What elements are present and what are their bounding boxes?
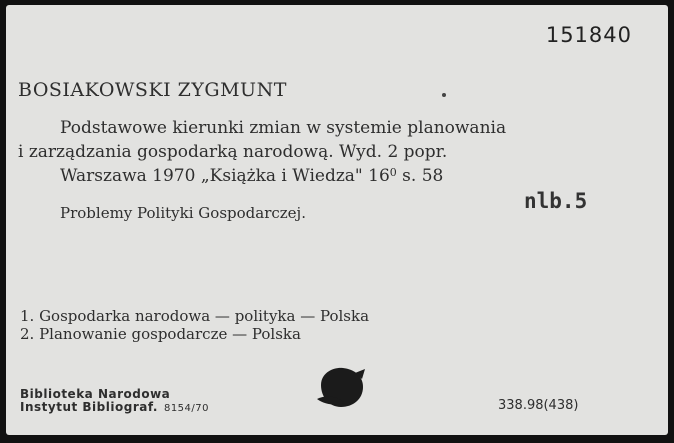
shelf-mark-stamp: nlb.5 xyxy=(524,189,588,213)
institution-department xyxy=(20,400,209,414)
institution-name: Biblioteka Narodowa xyxy=(20,387,171,401)
subject-heading-1: 1. Gospodarka narodowa — polityka — Polska xyxy=(20,307,370,325)
institution-code: 8154/70 xyxy=(163,403,209,414)
imprint-main: Warszawa 1970 „Książka i Wiedza" 16 xyxy=(60,166,390,186)
imprint-superscript: 0 xyxy=(389,166,397,179)
ink-dot xyxy=(442,93,446,97)
title-line-1: Podstawowe kierunki zmian w systemie planowania xyxy=(60,118,507,138)
catalog-card xyxy=(6,5,668,435)
series-note: Problemy Polityki Gospodarczej. xyxy=(60,204,306,222)
author-heading: BOSIAKOWSKI ZYGMUNT xyxy=(18,79,287,101)
institution-department-name: Instytut Bibliograf. xyxy=(20,400,158,414)
imprint-pages: s. 58 xyxy=(396,166,444,186)
classification-number: 338.98(438) xyxy=(498,398,579,413)
imprint-line xyxy=(60,166,443,186)
subject-heading-2: 2. Planowanie gospodarcze — Polska xyxy=(20,325,301,343)
punch-hole-icon xyxy=(315,365,367,411)
accession-number: 151840 xyxy=(545,23,632,47)
title-line-2: i zarządzania gospodarką narodową. Wyd. 2 popr. xyxy=(18,142,448,162)
